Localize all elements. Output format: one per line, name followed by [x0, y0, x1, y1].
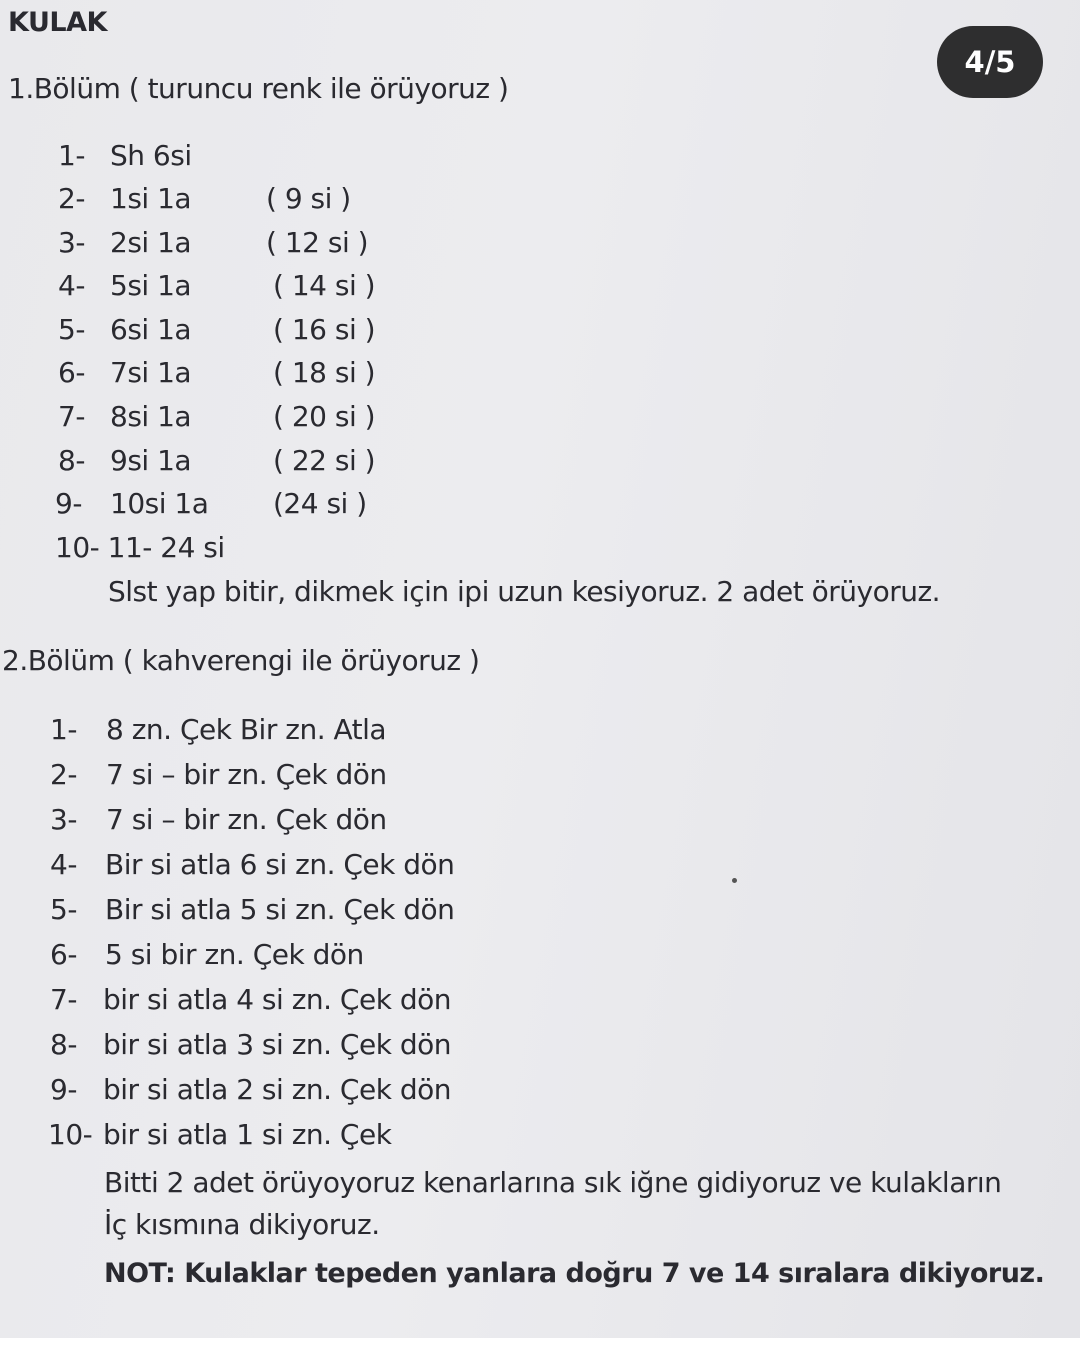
- row-instruction: 1si 1a: [110, 182, 192, 215]
- bottom-edge: [0, 1338, 1080, 1350]
- row-number: 3-: [50, 803, 77, 836]
- row-instruction: 7 si – bir zn. Çek dön: [106, 803, 387, 836]
- row-instruction: 7 si – bir zn. Çek dön: [106, 758, 387, 791]
- row-number: 7-: [58, 400, 85, 433]
- row-instruction: 2si 1a: [110, 226, 192, 259]
- section-2-footer-line-1: Bitti 2 adet örüyoyoruz kenarlarına sık iğne gidiyoruz ve kulakların: [104, 1166, 1002, 1199]
- row-number: 2-: [50, 758, 77, 791]
- row-stitch-count: ( 20 si ): [273, 400, 376, 433]
- row-number: 9-: [55, 487, 82, 520]
- row-stitch-count: ( 16 si ): [273, 313, 376, 346]
- note: NOT: Kulaklar tepeden yanlara doğru 7 ve 14 sıralara dikiyoruz.: [104, 1258, 1045, 1289]
- row-instruction: 8 zn. Çek Bir zn. Atla: [106, 713, 387, 746]
- row-stitch-count: ( 14 si ): [273, 269, 376, 302]
- row-number: 6-: [58, 356, 85, 389]
- row-number: 5-: [58, 313, 85, 346]
- row-instruction: bir si atla 4 si zn. Çek dön: [103, 983, 451, 1016]
- section-1-heading: 1.Bölüm ( turuncu renk ile örüyoruz ): [8, 72, 509, 105]
- page-indicator-badge: 4/5: [937, 26, 1043, 98]
- row-instruction: bir si atla 2 si zn. Çek dön: [103, 1073, 451, 1106]
- row-number: 3-: [58, 226, 85, 259]
- row-number: 10- 11- 24 si: [55, 531, 225, 564]
- row-instruction: 10si 1a: [110, 487, 209, 520]
- row-instruction: 5si 1a: [110, 269, 192, 302]
- row-number: 8-: [58, 444, 85, 477]
- row-instruction: 6si 1a: [110, 313, 192, 346]
- row-stitch-count: ( 9 si ): [266, 182, 351, 215]
- row-number: 4-: [58, 269, 85, 302]
- row-number: 5-: [50, 893, 77, 926]
- row-number: 2-: [58, 182, 85, 215]
- row-instruction: Bir si atla 5 si zn. Çek dön: [105, 893, 455, 926]
- row-instruction: 8si 1a: [110, 400, 192, 433]
- paper-speck: [732, 878, 737, 883]
- section-2-footer-line-2: İç kısmına dikiyoruz.: [104, 1208, 380, 1241]
- row-stitch-count: (24 si ): [273, 487, 367, 520]
- document-title: KULAK: [8, 7, 107, 38]
- section-1-footer: Slst yap bitir, dikmek için ipi uzun kesiyoruz. 2 adet örüyoruz.: [108, 575, 941, 608]
- row-number: 1-: [58, 139, 85, 172]
- row-number: 6-: [50, 938, 77, 971]
- row-instruction: 5 si bir zn. Çek dön: [105, 938, 364, 971]
- row-instruction: 7si 1a: [110, 356, 192, 389]
- row-instruction: Bir si atla 6 si zn. Çek dön: [105, 848, 455, 881]
- row-instruction: bir si atla 3 si zn. Çek dön: [103, 1028, 451, 1061]
- row-stitch-count: ( 22 si ): [273, 444, 376, 477]
- row-instruction: 9si 1a: [110, 444, 192, 477]
- row-instruction: Sh 6si: [110, 139, 192, 172]
- row-number: 10-: [48, 1118, 93, 1151]
- row-number: 9-: [50, 1073, 77, 1106]
- section-2-heading: 2.Bölüm ( kahverengi ile örüyoruz ): [2, 644, 480, 677]
- row-stitch-count: ( 18 si ): [273, 356, 376, 389]
- row-number: 7-: [50, 983, 77, 1016]
- row-number: 1-: [50, 713, 77, 746]
- row-number: 8-: [50, 1028, 77, 1061]
- row-instruction: bir si atla 1 si zn. Çek: [103, 1118, 392, 1151]
- row-number: 4-: [50, 848, 77, 881]
- row-stitch-count: ( 12 si ): [266, 226, 369, 259]
